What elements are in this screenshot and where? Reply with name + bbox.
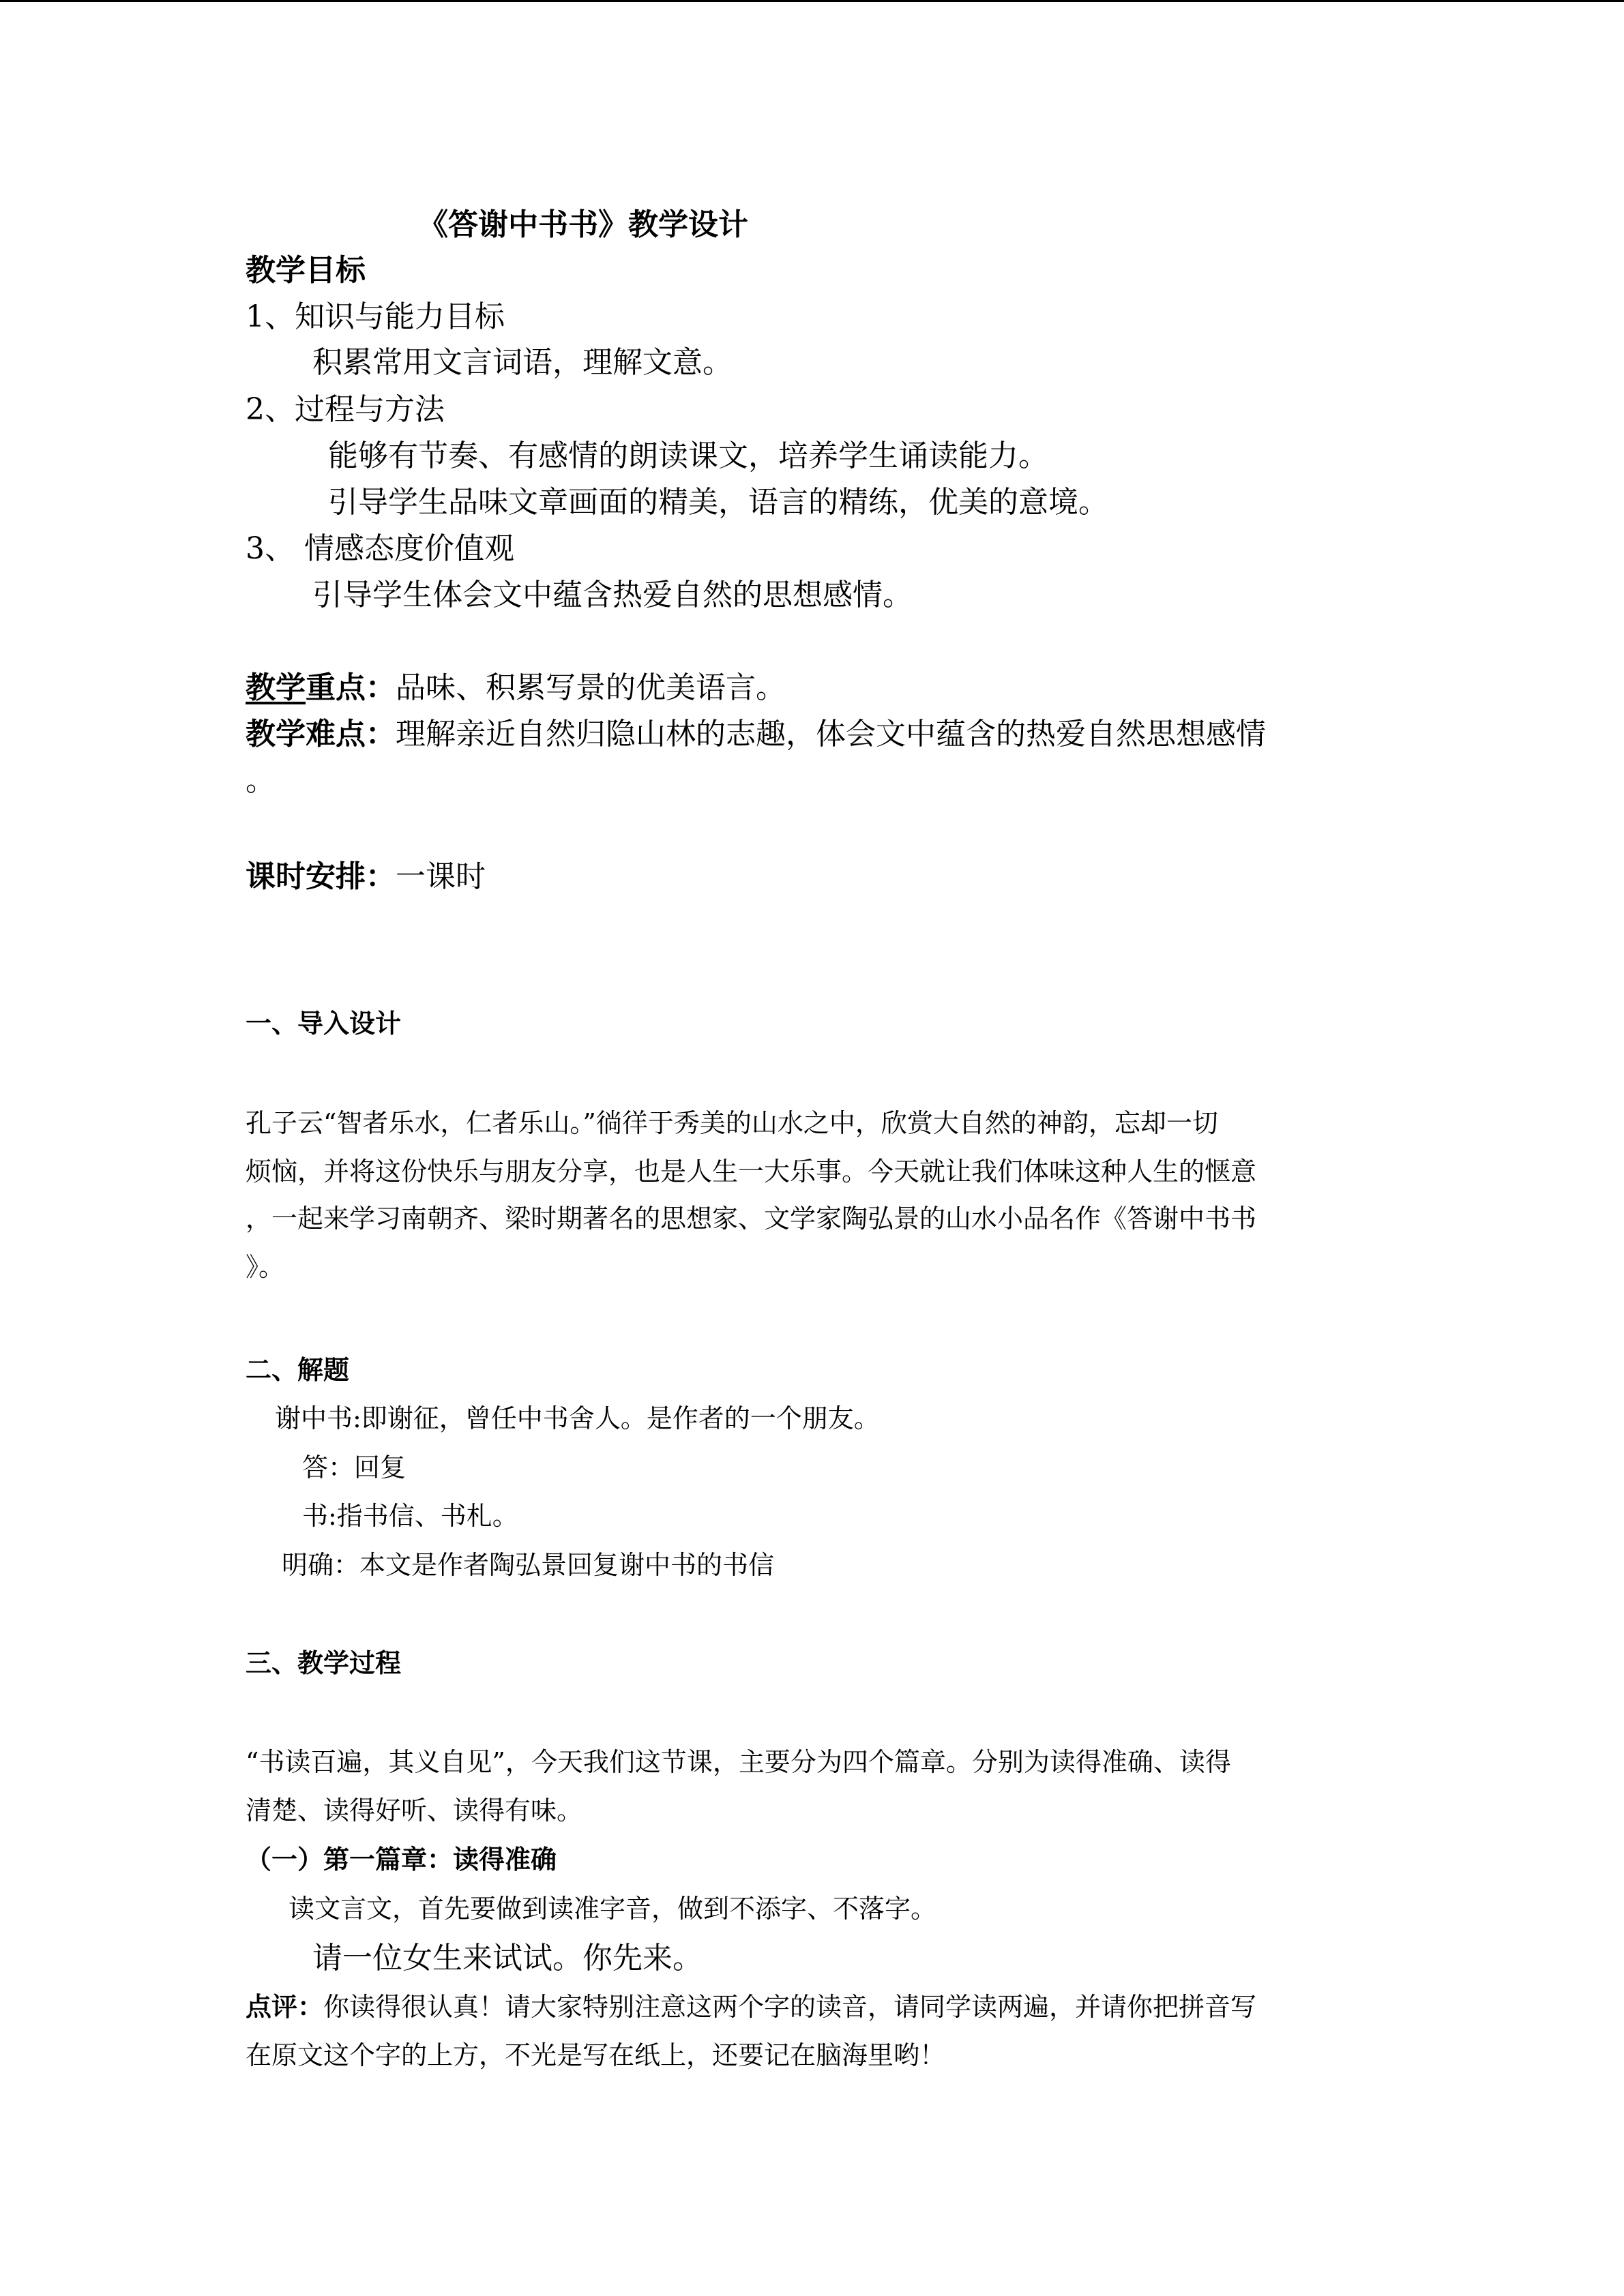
objective-2-text-2: 引导学生品味文章画面的精美，语言的精练，优美的意境。 — [328, 485, 1108, 520]
objective-1-text: 积累常用文言词语，理解文意。 — [312, 345, 733, 380]
chapter-1-line-1: 读文言文，首先要做到读准字音，做到不添字、不落字。 — [289, 1894, 937, 1924]
chapter-1-line-2: 请一位女生来试试。你先来。 — [312, 1941, 703, 1976]
section-3-intro-line-1: “书读百遍，其义自见”，今天我们这节课，主要分为四个篇章。分别为读得准确、读得 — [246, 1747, 1231, 1777]
section-1-heading: 一、导入设计 — [246, 1008, 402, 1039]
section-1-line: 烦恼，并将这份快乐与朋友分享，也是人生一大乐事。今天就让我们体味这种人生的惬意 — [246, 1157, 1257, 1187]
section-2-line-2: 答：回复 — [302, 1452, 407, 1482]
objective-2-heading: 2、过程与方法 — [246, 392, 445, 427]
difficulty-label: 教学难点： — [246, 717, 396, 751]
difficulty — [246, 719, 1266, 749]
comment-line-2: 在原文这个字的上方，不光是写在纸上，还要记在脑海里哟！ — [246, 2040, 946, 2070]
section-3-intro-line-2: 清楚、读得好听、读得有味。 — [246, 1795, 583, 1825]
section-1-line: 孔子云“智者乐水，仁者乐山。”徜徉于秀美的山水之中，欣赏大自然的神韵，忘却一切 — [246, 1108, 1218, 1138]
section-1-line: 》。 — [246, 1252, 285, 1282]
objective-3-heading: 3、 情感态度价值观 — [246, 531, 514, 566]
section-2-line-4: 明确：本文是作者陶弘景回复谢中书的书信 — [282, 1550, 775, 1580]
objective-3-text: 引导学生体会文中蕴含热爱自然的思想感情。 — [312, 578, 913, 612]
objective-1-heading: 1、知识与能力目标 — [246, 299, 505, 334]
schedule — [246, 859, 486, 894]
schedule-label: 课时安排： — [246, 859, 396, 894]
difficulty-text-continued: 。 — [246, 763, 276, 798]
objectives-heading: 教学目标 — [246, 253, 366, 288]
objective-2-text-1: 能够有节奏、有感情的朗读课文，培养学生诵读能力。 — [328, 438, 1048, 473]
section-3-heading: 三、教学过程 — [246, 1648, 402, 1678]
key-point-text: 品味、积累写景的优美语言。 — [396, 670, 786, 705]
key-point — [246, 670, 786, 705]
schedule-text: 一课时 — [396, 859, 486, 894]
comment — [246, 1991, 1257, 2022]
comment-label: 点评： — [246, 1991, 324, 2022]
section-1-line: ，一起来学习南朝齐、梁时期著名的思想家、文学家陶弘景的山水小品名作《答谢中书书 — [246, 1204, 1257, 1234]
key-point-label: 重点： — [306, 670, 396, 705]
section-2-line-1: 谢中书:即谢征，曾任中书舍人。是作者的一个朋友。 — [275, 1403, 880, 1433]
chapter-1-heading: （一）第一篇章：读得准确 — [246, 1844, 557, 1875]
key-point-label-underlined: 教学 — [246, 670, 306, 705]
section-2-line-3: 书:指书信、书札。 — [302, 1501, 518, 1531]
section-2-heading: 二、解题 — [246, 1354, 350, 1385]
difficulty-text: 理解亲近自然归隐山林的志趣，体会文中蕴含的热爱自然思想感情 — [396, 717, 1266, 751]
document-title: 《答谢中书书》教学设计 — [418, 207, 748, 242]
comment-line-1: 你读得很认真！请大家特别注意这两个字的读音，请同学读两遍，并请你把拼音写 — [323, 1992, 1257, 2022]
